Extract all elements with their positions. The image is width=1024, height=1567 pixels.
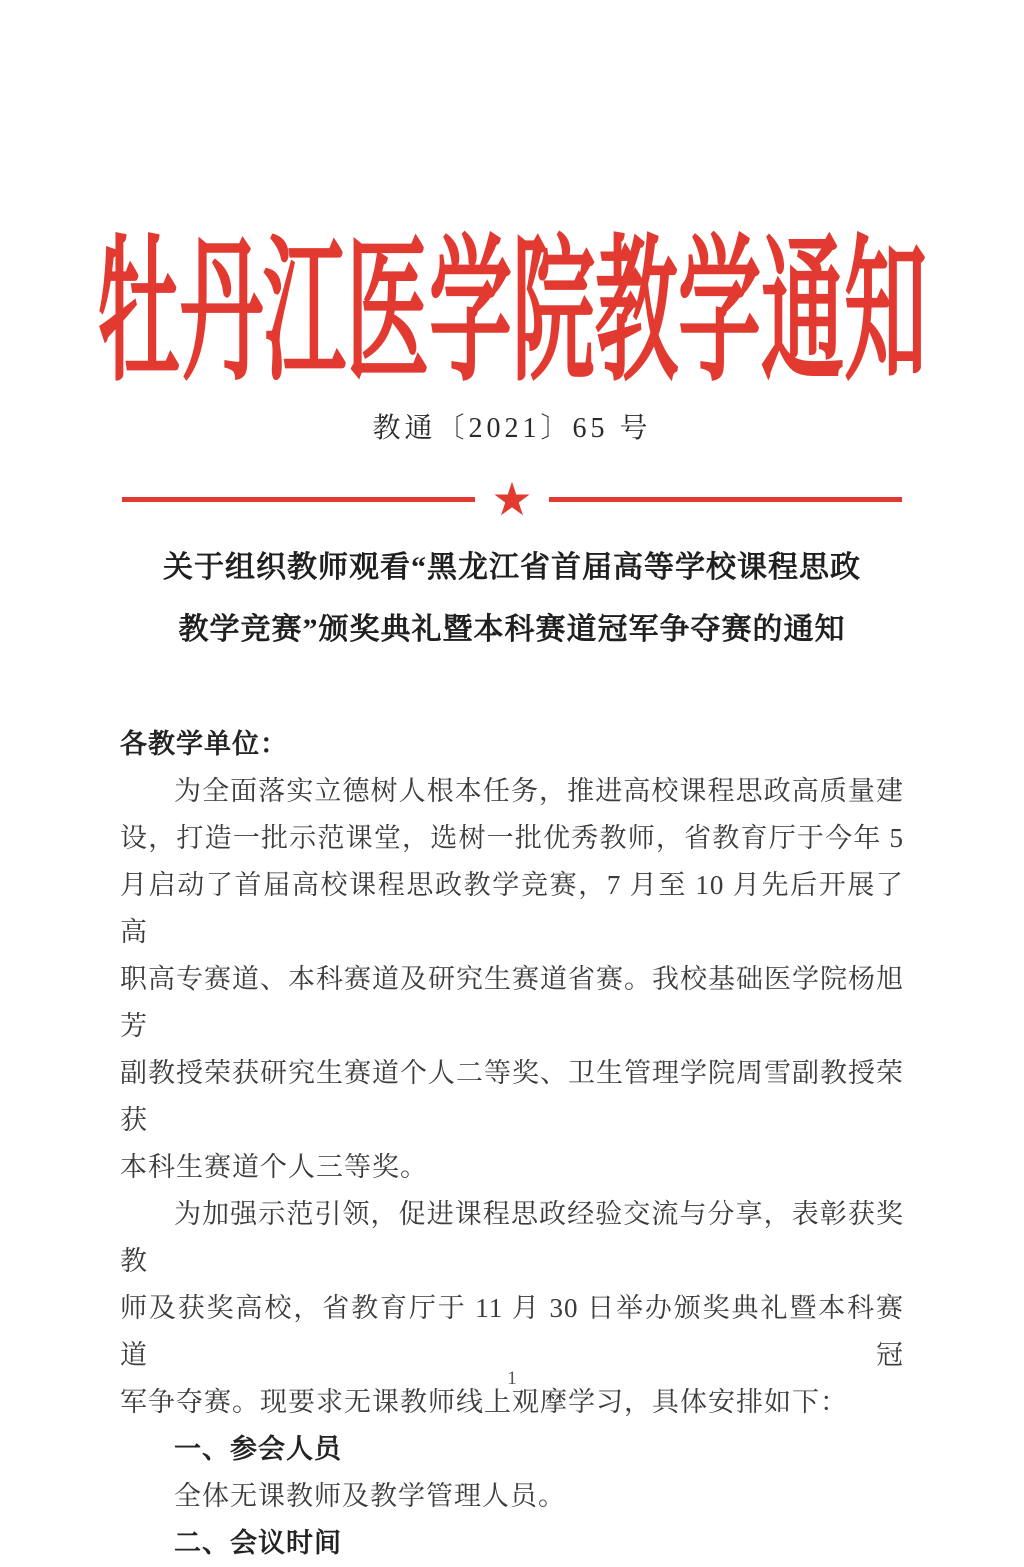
document-number: 教通〔2021〕65 号 [372, 413, 652, 444]
star-icon: ★ [491, 472, 533, 526]
page-number: 1 [507, 1368, 517, 1389]
salutation: 各教学单位： [120, 729, 288, 759]
divider-line-left [122, 497, 475, 502]
section-1-heading: 一、参会人员 [174, 1434, 342, 1464]
paragraph-1-line: 月启动了首届高校课程思政教学竞赛，7 月至 10 月先后开展了高 [120, 870, 904, 947]
red-divider [122, 472, 902, 526]
paragraph-2-line: 为加强示范引领，促进课程思政经验交流与分享，表彰获奖教 [120, 1199, 904, 1276]
paragraph-1-line: 副教授荣获研究生赛道个人二等奖、卫生管理学院周雪副教授荣获 [120, 1058, 904, 1135]
section-2-heading: 二、会议时间 [174, 1528, 342, 1558]
notice-title-line-1: 关于组织教师观看“黑龙江省首届高等学校课程思政 [163, 551, 861, 584]
document-masthead [0, 224, 1024, 400]
paragraph-1-line: 职高专赛道、本科赛道及研究生赛道省赛。我校基础医学院杨旭芳 [120, 964, 904, 1041]
paragraph-1-line: 本科生赛道个人三等奖。 [120, 1152, 428, 1182]
notice-body [120, 721, 904, 1567]
paragraph-2-line: 师及获奖高校，省教育厅于 11 月 30 日举办颁奖典礼暨本科赛道冠 [120, 1293, 904, 1370]
notice-title-line-2: 教学竞赛”颁奖典礼暨本科赛道冠军争夺赛的通知 [178, 613, 846, 646]
masthead-title: 牡丹江医学院教学通知 [97, 224, 927, 400]
paragraph-2-line: 军争夺赛。现要求无课教师线上观摩学习，具体安排如下： [120, 1387, 848, 1417]
paragraph-1-line: 为全面落实立德树人根本任务，推进高校课程思政高质量建 [174, 776, 904, 806]
notice-title [0, 537, 1024, 661]
paragraph-1-line: 设，打造一批示范课堂，选树一批优秀教师，省教育厅于今年 5 [120, 823, 904, 853]
section-1-text: 全体无课教师及教学管理人员。 [174, 1481, 566, 1511]
divider-line-right [549, 497, 902, 502]
